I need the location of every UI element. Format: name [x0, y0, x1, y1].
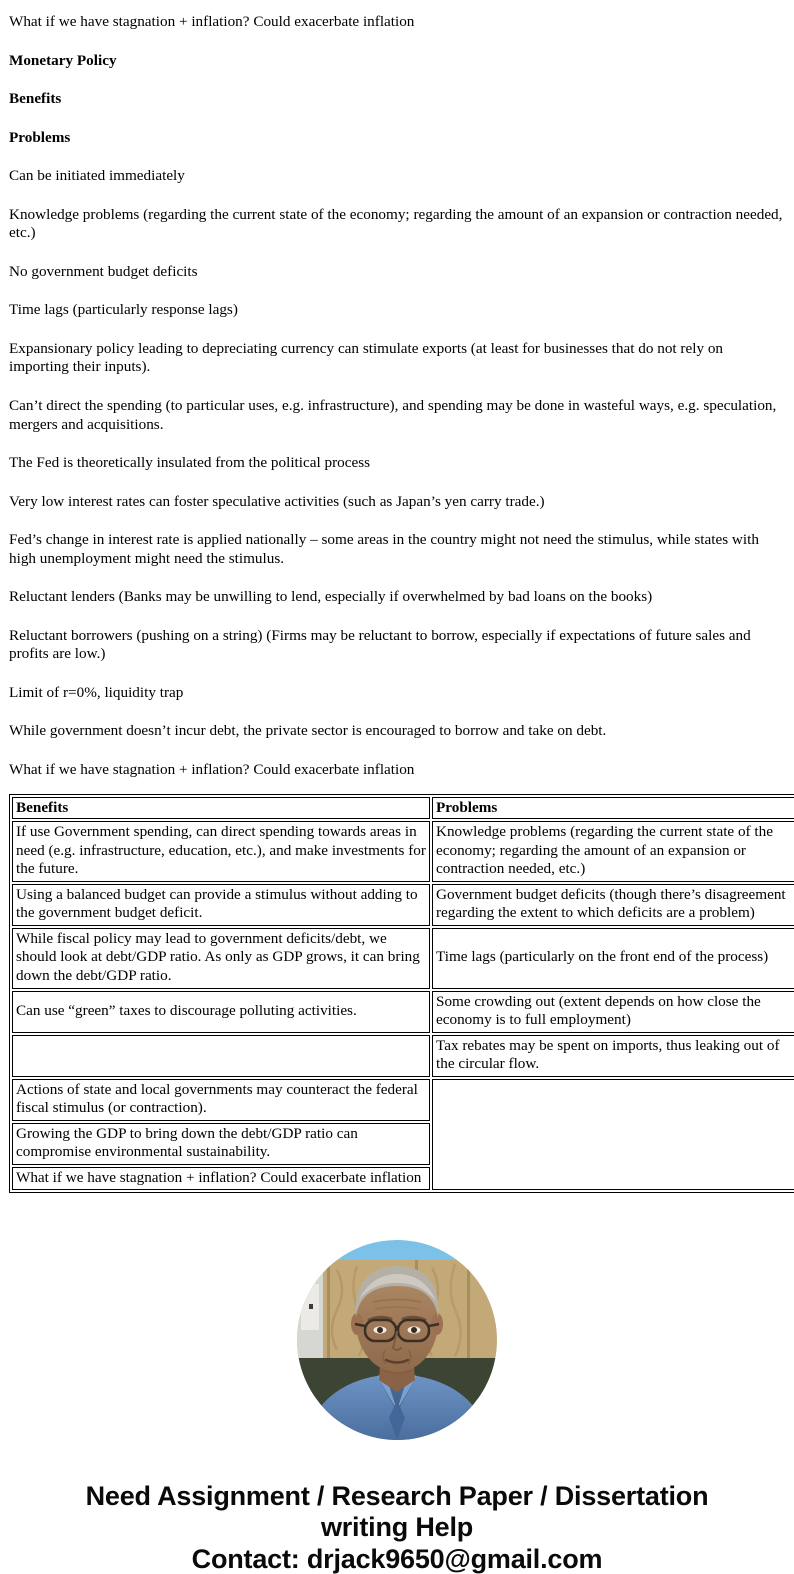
footer-line-1: Need Assignment / Research Paper / Dissertation	[85, 1481, 709, 1512]
paragraph: Expansionary policy leading to depreciating currency can stimulate exports (at least for businesses that do not rely on importing their inputs).	[9, 339, 724, 376]
cell-problem: Tax rebates may be spent on imports, thus leaking out of the circular flow.	[432, 1035, 794, 1077]
table-row	[12, 928, 794, 989]
paragraph: What if we have stagnation + inflation? Could exacerbate inflation	[9, 13, 415, 30]
footer-line-3-contact: Contact: drjack9650@gmail.com	[191, 1543, 603, 1574]
cell-benefit-empty	[12, 1035, 430, 1077]
paragraph: Knowledge problems (regarding the current state of the economy; regarding the amount of an expansion or contraction needed, etc.)	[9, 205, 783, 242]
body-text-block	[0, 0, 794, 786]
paragraph: Can be initiated immediately	[9, 167, 185, 185]
cell-problem: Time lags (particularly on the front end of the process)	[432, 928, 794, 989]
paragraph: Fed’s change in interest rate is applied nationally – some areas in the country might not need the stimulus, while states with high unemployment might need the stimulus.	[9, 531, 759, 567]
cell-benefit: While fiscal policy may lead to government deficits/debt, we should look at debt/GDP ratio. As only as GDP grows, it can bring down the debt/GDP ratio.	[12, 928, 430, 989]
cell-problem: Knowledge problems (regarding the current state of the economy; regarding the amount of an expansion or contraction needed, etc.)	[432, 821, 794, 882]
paragraph: While government doesn’t incur debt, the private sector is encouraged to borrow and take on debt.	[9, 722, 607, 740]
table-header-benefits: Benefits	[12, 797, 430, 820]
cell-benefit: Can use “green” taxes to discourage polluting activities.	[12, 991, 430, 1033]
table-row	[12, 884, 794, 926]
paragraph: Can’t direct the spending (to particular uses, e.g. infrastructure), and spending may be done in wasteful ways, e.g. speculation, mergers and acquisitions.	[9, 397, 777, 433]
cell-benefit: What if we have stagnation + inflation? Could exacerbate inflation	[12, 1167, 430, 1191]
paragraph: Time lags (particularly response lags)	[9, 301, 238, 319]
benefits-problems-table	[9, 794, 794, 1194]
paragraph: The Fed is theoretically insulated from the political process	[9, 454, 371, 472]
paragraph: What if we have stagnation + inflation? Could exacerbate inflation	[9, 761, 415, 779]
paragraph: Reluctant lenders (Banks may be unwilling to lend, especially if overwhelmed by bad loans on the books)	[9, 588, 653, 606]
cell-problem-merged-empty	[432, 1079, 794, 1191]
table-header-problems: Problems	[432, 797, 794, 820]
footer-cta	[0, 1440, 794, 1574]
cell-benefit: If use Government spending, can direct spending towards areas in need (e.g. infrastructure, education, etc.), and make investments for the future.	[12, 821, 430, 882]
table-header-row	[12, 797, 794, 820]
paragraph: Limit of r=0%, liquidity trap	[9, 683, 184, 701]
table-row	[12, 821, 794, 882]
avatar-illustration	[297, 1240, 497, 1440]
heading-monetary-policy: Monetary Policy	[9, 51, 117, 69]
cell-benefit: Growing the GDP to bring down the debt/GDP ratio can compromise environmental sustainability.	[12, 1123, 430, 1165]
table-row	[12, 1079, 794, 1121]
cell-problem: Government budget deficits (though there’s disagreement regarding the extent to which deficits are a problem)	[432, 884, 794, 926]
photo-zone	[0, 1193, 794, 1440]
heading-problems: Problems	[9, 128, 71, 146]
paragraph: Reluctant borrowers (pushing on a string) (Firms may be reluctant to borrow, especially if expectations of future sales and profits are low.)	[9, 626, 751, 663]
paragraph: No government budget deficits	[9, 262, 198, 280]
heading-benefits: Benefits	[9, 90, 62, 108]
cell-benefit: Using a balanced budget can provide a stimulus without adding to the government budget deficit.	[12, 884, 430, 926]
table-row	[12, 1035, 794, 1077]
avatar	[297, 1240, 497, 1440]
paragraph: Very low interest rates can foster speculative activities (such as Japan’s yen carry trade.)	[9, 492, 545, 510]
table-wrapper	[0, 786, 794, 1194]
cell-benefit: Actions of state and local governments may counteract the federal fiscal stimulus (or contraction).	[12, 1079, 430, 1121]
cell-problem: Some crowding out (extent depends on how close the economy is to full employment)	[432, 991, 794, 1033]
footer-line-2: writing Help	[320, 1511, 474, 1542]
table-row	[12, 991, 794, 1033]
